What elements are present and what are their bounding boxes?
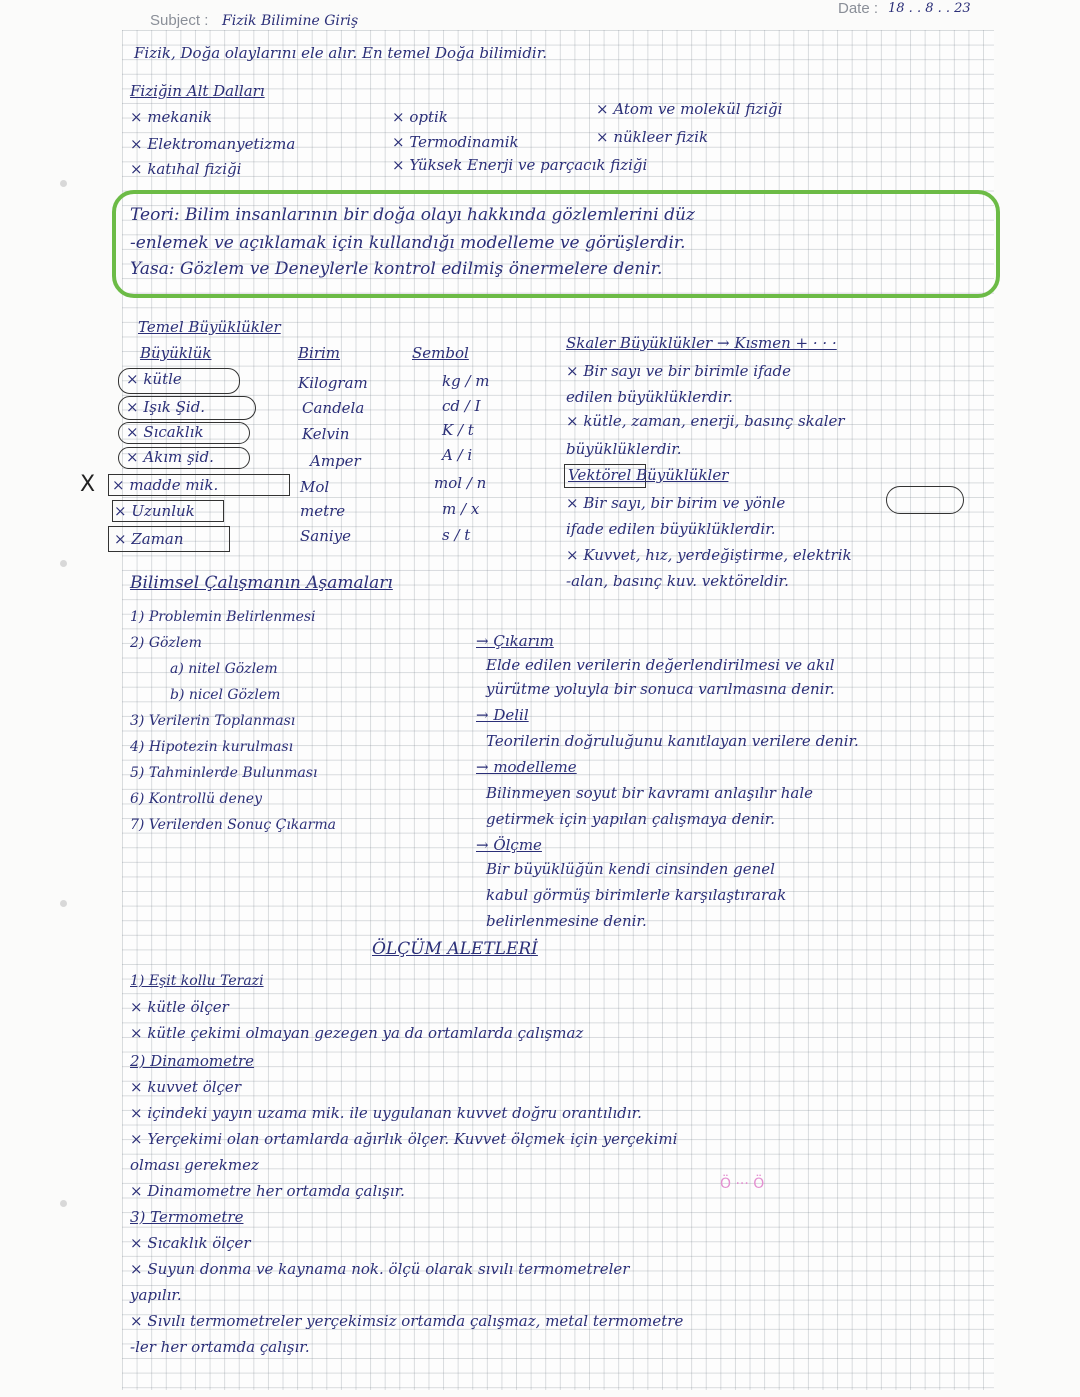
quantity-name: × Işık Şid.	[126, 398, 206, 416]
subfield-item: × mekanik	[130, 108, 213, 126]
definition-line: getirmek için yapılan çalışmaya denir.	[486, 810, 776, 828]
quantity-unit: Candela	[302, 399, 365, 417]
quantity-unit: Kilogram	[298, 374, 368, 392]
quantity-name: × Akım şid.	[126, 448, 214, 466]
subfield-item: × Elektromanyetizma	[130, 135, 296, 153]
vector-line: × Kuvvet, hız, yerdeğiştirme, elektrik	[566, 546, 852, 564]
quantity-name: × kütle	[126, 370, 182, 388]
definition-title-modelleme: → modelleme	[476, 758, 577, 776]
instrument-line: × Sıcaklık ölçer	[130, 1234, 251, 1252]
date-value: 18 . . 8 . . 23	[888, 1, 971, 16]
direction-circle	[886, 486, 964, 514]
definition-line: Elde edilen verilerin değerlendirilmesi ve akıl	[486, 656, 835, 674]
definition-title-cikarim: → Çıkarım	[476, 632, 554, 650]
step-item: 2) Gözlem	[130, 635, 202, 651]
quantity-unit: Amper	[310, 452, 361, 470]
instrument-line: × Dinamometre her ortamda çalışır.	[130, 1182, 405, 1200]
step-item: 4) Hipotezin kurulması	[130, 739, 294, 755]
instruments-title: ÖLÇÜM ALETLERİ	[372, 939, 538, 959]
column-header-unit: Birim	[298, 344, 341, 362]
instrument-line: 3) Termometre	[130, 1208, 244, 1226]
definition-title-olcme: → Ölçme	[476, 836, 542, 854]
scientific-steps-title: Bilimsel Çalışmanın Aşamaları	[130, 573, 393, 593]
quantity-name: × Zaman	[114, 530, 184, 548]
definition-line: yürütme yoluyla bir sonuca varılmasına denir.	[486, 680, 835, 698]
date-label: Date :	[838, 0, 879, 17]
column-header-symbol: Sembol	[412, 344, 469, 362]
quantity-name: × madde mik.	[112, 476, 219, 494]
side-cross-mark: X	[80, 472, 96, 497]
law-line: Yasa: Gözlem ve Deneylerle kontrol edilmiş önermelere denir.	[130, 259, 663, 279]
instrument-line: × kütle çekimi olmayan gezegen ya da ortamlarda çalışmaz	[130, 1024, 584, 1042]
faded-stamp: Ö ··· Ö	[720, 1176, 765, 1192]
instrument-line: × Sıvılı termometreler yerçekimsiz ortamda çalışmaz, metal termometre	[130, 1312, 684, 1330]
definition-line: belirlenmesine denir.	[486, 912, 647, 930]
instrument-line: × Suyun donma ve kaynama nok. ölçü olarak sıvılı termometreler	[130, 1260, 630, 1278]
step-item: 3) Verilerin Toplanması	[130, 713, 296, 729]
instrument-line: -ler her ortamda çalışır.	[130, 1338, 310, 1356]
instrument-line: × Yerçekimi olan ortamlarda ağırlık ölçer. Kuvvet ölçmek için yerçekimi	[130, 1130, 678, 1148]
quantity-unit: metre	[300, 502, 346, 520]
subfield-item: × nükleer fizik	[596, 128, 709, 146]
instrument-line: × kuvvet ölçer	[130, 1078, 241, 1096]
definition-line: Bilinmeyen soyut bir kavramı anlaşılır hale	[486, 784, 814, 802]
definition-title-delil: → Delil	[476, 706, 529, 724]
column-header-quantity: Büyüklük	[140, 344, 212, 362]
scalar-line: büyüklüklerdir.	[566, 440, 682, 458]
instrument-line: × kütle ölçer	[130, 998, 229, 1016]
vector-line: × Bir sayı, bir birim ve yönle	[566, 494, 786, 512]
subfield-item: × Termodinamik	[392, 133, 519, 151]
vector-line: -alan, basınç kuv. vektöreldir.	[566, 572, 789, 590]
subfield-item: × Yüksek Enerji ve parçacık fiziği	[392, 156, 648, 174]
subfield-item: × katıhal fiziği	[130, 160, 242, 178]
scalar-line: × Bir sayı ve bir birimle ifade	[566, 362, 792, 380]
quantity-symbol: K / t	[442, 421, 474, 439]
subfield-item: × optik	[392, 108, 448, 126]
instrument-line: olması gerekmez	[130, 1156, 259, 1174]
subfield-item: × Atom ve molekül fiziği	[596, 100, 783, 118]
subject-value: Fizik Bilimine Giriş	[222, 13, 359, 29]
subfields-title: Fiziğin Alt Dalları	[130, 82, 265, 100]
quantity-symbol: m / x	[442, 500, 480, 518]
quantity-symbol: s / t	[442, 526, 471, 544]
step-item: 6) Kontrollü deney	[130, 791, 262, 807]
quantity-name: × Uzunluk	[114, 502, 195, 520]
instrument-line: yapılır.	[130, 1286, 182, 1304]
quantity-symbol: cd / I	[442, 397, 481, 415]
step-item: 7) Verilerden Sonuç Çıkarma	[130, 817, 336, 833]
instrument-line: 2) Dinamometre	[130, 1052, 255, 1070]
quantity-unit: Kelvin	[302, 425, 350, 443]
scalar-line: edilen büyüklüklerdir.	[566, 388, 733, 406]
quantity-symbol: kg / m	[442, 372, 490, 390]
vector-title: Vektörel Büyüklükler	[568, 466, 729, 484]
quantity-name: × Sıcaklık	[126, 423, 204, 441]
theory-line: -enlemek ve açıklamak için kullandığı modelleme ve görüşlerdir.	[130, 233, 686, 253]
step-item: 1) Problemin Belirlenmesi	[130, 609, 316, 625]
quantity-unit: Saniye	[300, 527, 352, 545]
theory-line: Teori: Bilim insanlarının bir doğa olayı hakkında gözlemlerini düz	[130, 205, 695, 225]
definition-line: Bir büyüklüğün kendi cinsinden genel	[486, 860, 775, 878]
step-item: a) nitel Gözlem	[170, 661, 278, 677]
instrument-line: 1) Eşit kollu Terazi	[130, 973, 264, 989]
definition-line: kabul görmüş birimlerle karşılaştırarak	[486, 886, 787, 904]
quantity-unit: Mol	[300, 478, 330, 496]
scalar-line: × kütle, zaman, enerji, basınç skaler	[566, 412, 845, 430]
step-item: 5) Tahminlerde Bulunması	[130, 765, 318, 781]
quantity-symbol: A / i	[442, 446, 473, 464]
definition-line: Teorilerin doğruluğunu kanıtlayan verilere denir.	[486, 732, 859, 750]
step-item: b) nicel Gözlem	[170, 687, 281, 703]
subject-label: Subject :	[150, 12, 209, 29]
intro-line: Fizik, Doğa olaylarını ele alır. En temel Doğa bilimidir.	[134, 44, 548, 62]
instrument-line: × içindeki yayın uzama mik. ile uygulanan kuvvet doğru orantılıdır.	[130, 1104, 642, 1122]
vector-line: ifade edilen büyüklüklerdir.	[566, 520, 776, 538]
basic-quantities-title: Temel Büyüklükler	[138, 318, 281, 336]
quantity-symbol: mol / n	[434, 474, 487, 492]
scalar-title: Skaler Büyüklükler → Kısmen + · · ·	[566, 334, 837, 352]
